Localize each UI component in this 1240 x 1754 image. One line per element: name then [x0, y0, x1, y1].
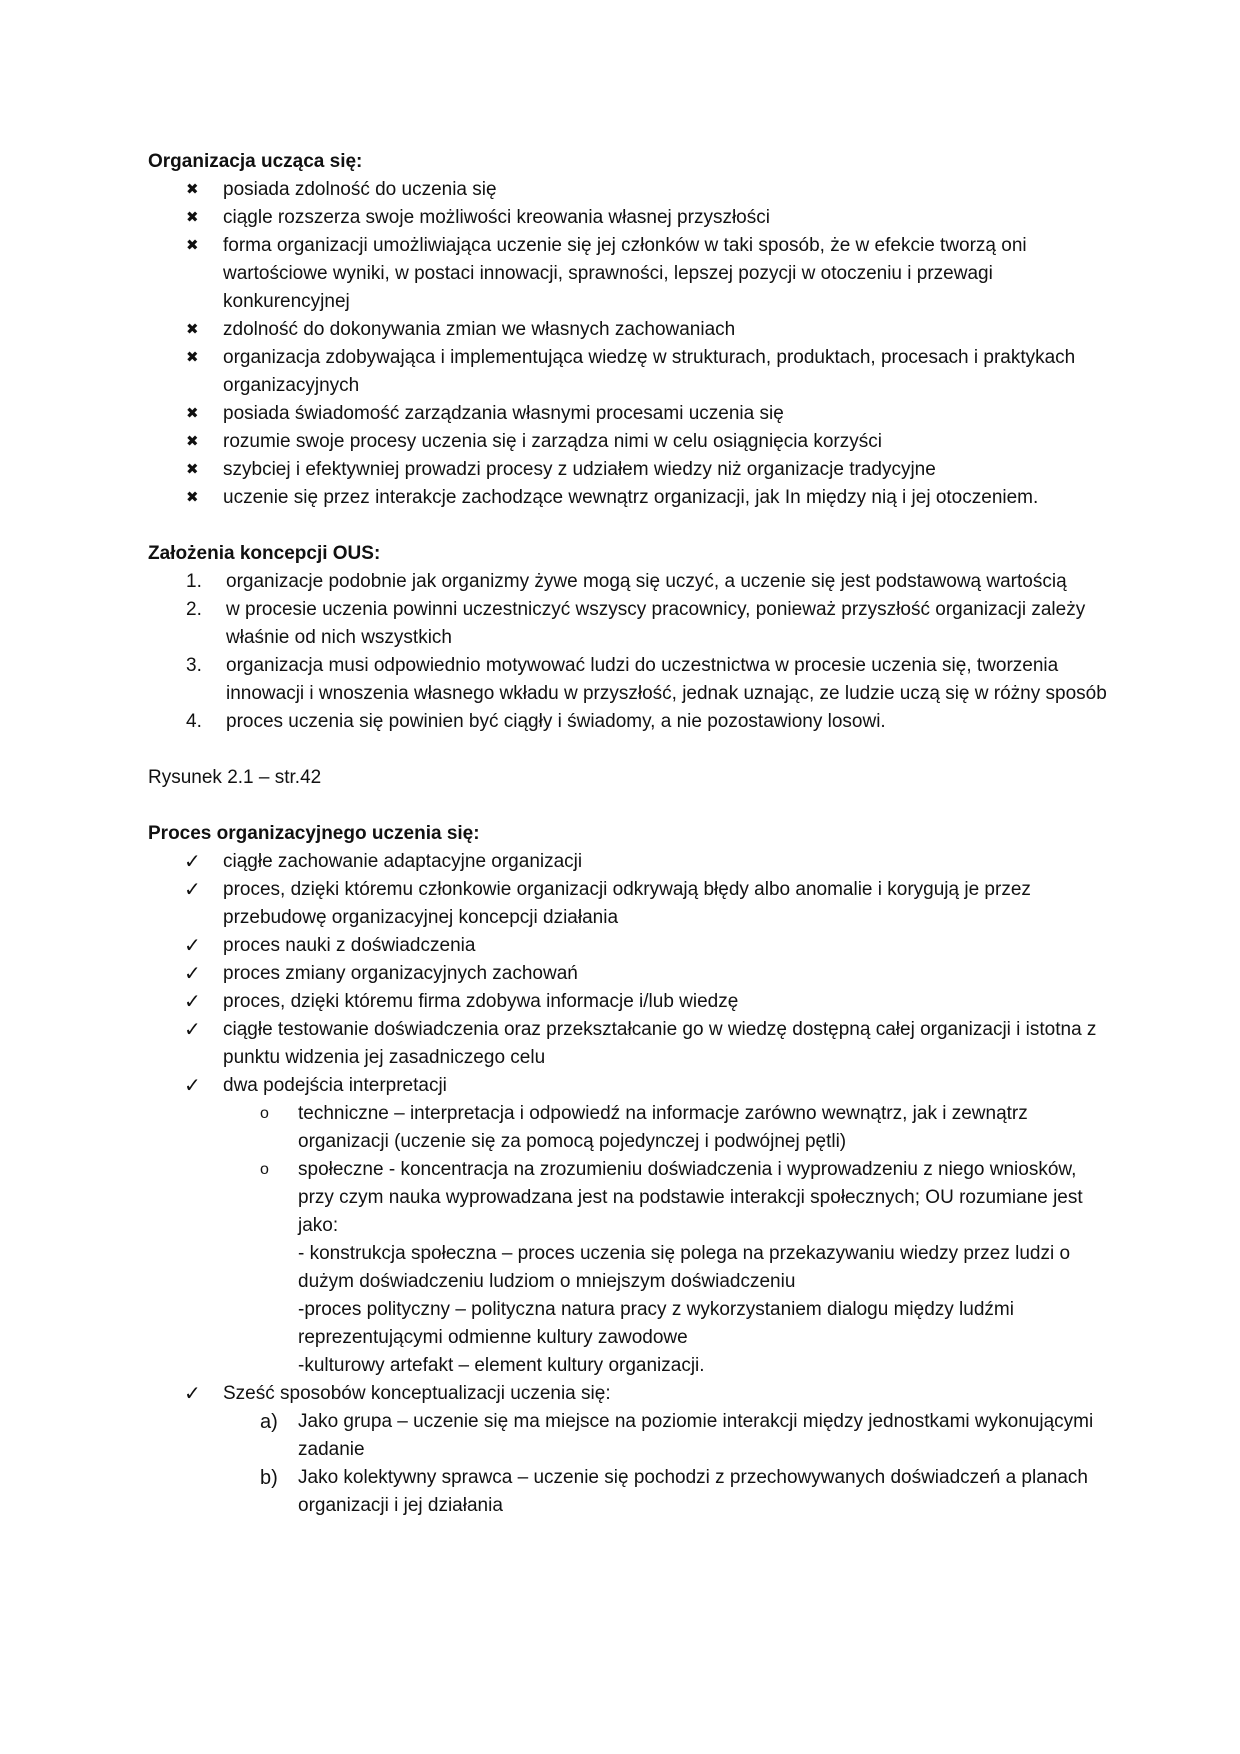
list-item: [148, 232, 1108, 316]
list-item-text: Sześć sposobów konceptualizacji uczenia się:: [223, 1383, 611, 1404]
list-item-text: posiada zdolność do uczenia się: [223, 179, 497, 200]
sublist-item-technical: [148, 1100, 1108, 1156]
checkmark-icon: ✓: [184, 963, 201, 985]
section-heading-organizacja: Organizacja ucząca się:: [148, 151, 363, 172]
list-item-text: proces nauki z doświadczenia: [223, 935, 476, 956]
list-item-text: forma organizacji umożliwiająca uczenie się jej członków w taki sposób, że w efekcie tworzą oni wartościowe wyniki, w postaci innowacji, sprawności, lepszej pozycji w otoczeniu i przewagi konkurencyjnej: [223, 235, 1027, 312]
list-item: [148, 848, 1108, 876]
list-item-text: ciągłe testowanie doświadczenia oraz przekształcanie go w wiedzę dostępną całej organizacji i istotna z punktu widzenia jej zasadniczego celu: [223, 1019, 1097, 1068]
cross-icon: ✖: [186, 489, 199, 506]
social-line: -proces polityczny – polityczna natura pracy z wykorzystaniem dialogu między ludźmi reprezentującymi odmienne kultury zawodowe: [298, 1299, 1014, 1348]
list-item-text: proces, dzięki któremu firma zdobywa informacje i/lub wiedzę: [223, 991, 739, 1012]
list-item: [148, 988, 1108, 1016]
cross-icon: ✖: [186, 209, 199, 226]
social-line: - konstrukcja społeczna – proces uczenia się polega na przekazywaniu wiedzy przez ludzi o dużym doświadczeniu ludziom o mniejszym doświadczeniu: [298, 1243, 1071, 1292]
list-item-text: proces uczenia się powinien być ciągły i świadomy, a nie pozostawiony losowi.: [226, 711, 886, 732]
sublist-item: [148, 1464, 1108, 1520]
list-item: [148, 596, 1108, 652]
list-item: [148, 428, 1108, 456]
spacer: [148, 736, 1108, 764]
list-item-conceptualization: [148, 1380, 1108, 1520]
list-item: [148, 400, 1108, 428]
section-heading-proces: Proces organizacyjnego uczenia się:: [148, 823, 480, 844]
list-item-text: organizacja musi odpowiednio motywować ludzi do uczestnictwa w procesie uczenia się, tworzenia innowacji i wnoszenia własnego wkładu w przyszłość, jednak uznając, ze ludzie uczą się w różny sposób: [226, 655, 1107, 704]
conceptualization-sublist: [223, 1408, 1108, 1520]
checkmark-icon: ✓: [184, 1019, 201, 1041]
list-number: 1.: [186, 571, 202, 592]
list-number: 3.: [186, 655, 202, 676]
list-item-text: dwa podejścia interpretacji: [223, 1075, 447, 1096]
organizacja-list: [148, 176, 1108, 512]
list-item-text: rozumie swoje procesy uczenia się i zarządza nimi w celu osiągnięcia korzyści: [223, 431, 882, 452]
circle-bullet-icon: o: [260, 1105, 269, 1122]
list-item-text: ciągłe zachowanie adaptacyjne organizacji: [223, 851, 583, 872]
cross-icon: ✖: [186, 321, 199, 338]
sublist-item-text: Jako kolektywny sprawca – uczenie się pochodzi z przechowywanych doświadczeń a planach organizacji i jej działania: [298, 1467, 1088, 1516]
sublist-item-text: techniczne – interpretacja i odpowiedź na informacje zarówno wewnątrz, jak i zewnątrz organizacji (uczenie się za pomocą pojedynczej i podwójnej pętli): [298, 1103, 1028, 1152]
spacer: [148, 512, 1108, 540]
spacer: [148, 792, 1108, 820]
interpretation-sublist: [223, 1100, 1108, 1380]
list-letter: a): [260, 1411, 278, 1433]
document-body: [148, 148, 1108, 1520]
list-item-text: posiada świadomość zarządzania własnymi procesami uczenia się: [223, 403, 784, 424]
checkmark-icon: ✓: [184, 851, 201, 873]
cross-icon: ✖: [186, 237, 199, 254]
sublist-item: [148, 1408, 1108, 1464]
list-item-text: w procesie uczenia powinni uczestniczyć wszyscy pracownicy, ponieważ przyszłość organizacji zależy właśnie od nich wszystkich: [226, 599, 1086, 648]
cross-icon: ✖: [186, 433, 199, 450]
sublist-item-text: Jako grupa – uczenie się ma miejsce na poziomie interakcji między jednostkami wykonującymi zadanie: [298, 1411, 1094, 1460]
list-item: [148, 316, 1108, 344]
list-number: 4.: [186, 711, 202, 732]
list-item-text: zdolność do dokonywania zmian we własnych zachowaniach: [223, 319, 736, 340]
list-item-text: proces zmiany organizacyjnych zachowań: [223, 963, 578, 984]
figure-reference: Rysunek 2.1 – str.42: [148, 767, 322, 788]
list-item: [148, 932, 1108, 960]
checkmark-icon: ✓: [184, 1383, 201, 1405]
list-item: [148, 652, 1108, 708]
section-heading-zalozenia: Założenia koncepcji OUS:: [148, 543, 381, 564]
list-item: [148, 344, 1108, 400]
sublist-item-social: [148, 1156, 1108, 1380]
list-item: [148, 708, 1108, 736]
list-item-text: organizacja zdobywająca i implementująca wiedzę w strukturach, produktach, procesach i praktykach organizacyjnych: [223, 347, 1076, 396]
list-item-text: proces, dzięki któremu członkowie organizacji odkrywają błędy albo anomalie i korygują je przez przebudowę organizacyjnej koncepcji działania: [223, 879, 1031, 928]
circle-bullet-icon: o: [260, 1161, 269, 1178]
list-item-text: organizacje podobnie jak organizmy żywe mogą się uczyć, a uczenie się jest podstawową wartością: [226, 571, 1067, 592]
checkmark-icon: ✓: [184, 879, 201, 901]
list-item: [148, 456, 1108, 484]
list-item: [148, 1016, 1108, 1072]
list-item: [148, 876, 1108, 932]
cross-icon: ✖: [186, 181, 199, 198]
list-letter: b): [260, 1467, 278, 1489]
list-item: [148, 484, 1108, 512]
cross-icon: ✖: [186, 349, 199, 366]
checkmark-icon: ✓: [184, 935, 201, 957]
list-item-interpretation: [148, 1072, 1108, 1380]
list-item-text: ciągle rozszerza swoje możliwości kreowania własnej przyszłości: [223, 207, 770, 228]
zalozenia-list: [148, 568, 1108, 736]
social-line: -kulturowy artefakt – element kultury organizacji.: [298, 1355, 705, 1376]
list-item-text: szybciej i efektywniej prowadzi procesy z udziałem wiedzy niż organizacje tradycyjne: [223, 459, 936, 480]
list-item: [148, 204, 1108, 232]
list-item: [148, 960, 1108, 988]
checkmark-icon: ✓: [184, 1075, 201, 1097]
list-item-text: uczenie się przez interakcje zachodzące wewnątrz organizacji, jak In między nią i jej otoczeniem.: [223, 487, 1039, 508]
sublist-item-text: społeczne - koncentracja na zrozumieniu doświadczenia i wyprowadzeniu z niego wniosków, przy czym nauka wyprowadzana jest na podstawie interakcji społecznych; OU rozumiane jest jako:: [298, 1159, 1083, 1236]
list-item: [148, 568, 1108, 596]
list-number: 2.: [186, 599, 202, 620]
cross-icon: ✖: [186, 461, 199, 478]
cross-icon: ✖: [186, 405, 199, 422]
checkmark-icon: ✓: [184, 991, 201, 1013]
list-item: [148, 176, 1108, 204]
proces-list: [148, 848, 1108, 1520]
